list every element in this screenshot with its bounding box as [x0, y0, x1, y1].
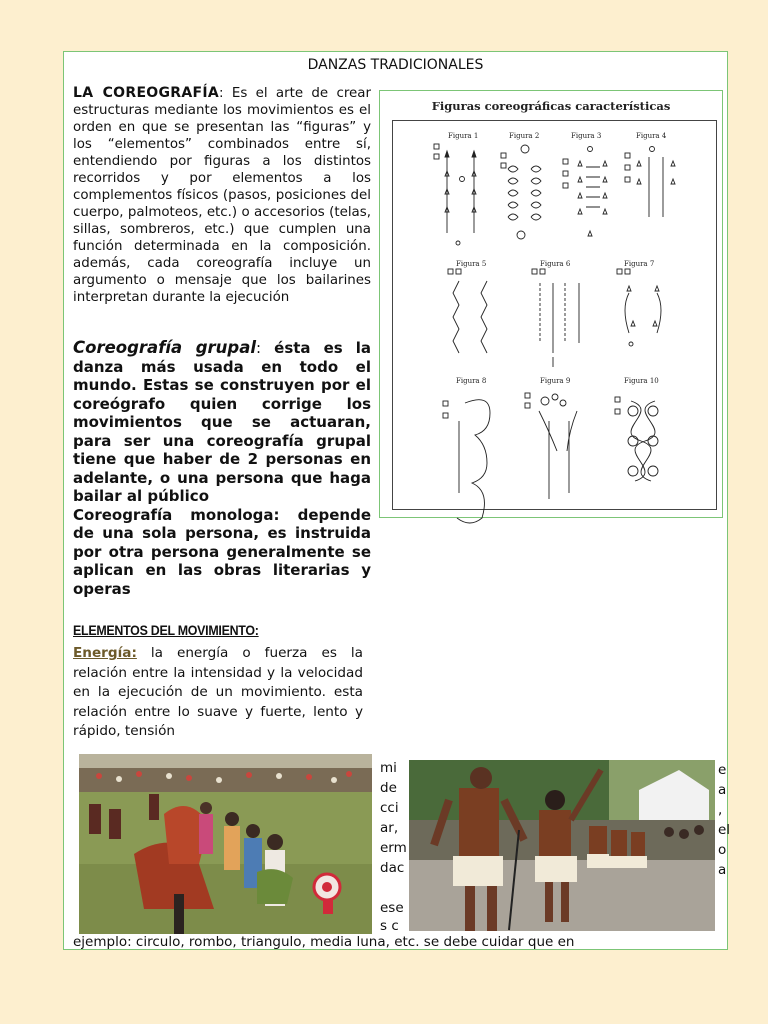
text-fragment: ,	[718, 802, 723, 818]
text-fragment: mi	[380, 760, 397, 776]
choreography-figures-box	[379, 90, 723, 518]
energia-paragraph	[73, 644, 363, 748]
fig-label-7: Figura 7	[624, 260, 655, 268]
fig-label-4: Figura 4	[636, 132, 667, 140]
text-fragment: a	[718, 862, 727, 878]
fig-label-6: Figura 6	[540, 260, 571, 268]
energia-label: Energía:	[73, 645, 137, 661]
page-title: DANZAS TRADICIONALES	[307, 57, 484, 73]
document-page	[63, 51, 731, 950]
monologa-paragraph: Coreografía monologa: depende de una sola persona, es instruida por otra persona generalmente se aplican en las obras literarias y operas	[73, 505, 371, 598]
coreografia-heading: LA COREOGRAFÍA	[73, 85, 220, 101]
figures-panel	[392, 120, 717, 510]
fig-label-9: Figura 9	[540, 377, 571, 385]
text-fragment: e	[718, 762, 727, 778]
figures-diagram	[393, 121, 716, 509]
grupal-body: ésta es la danza más usada en todo el mundo. Estas se construyen por el coreógrafo quien corrige los movimientos que se actuaran, para ser una coreografía grupal tiene que haber de 2 personas en adelante, o una persona que haga bailar al público	[73, 339, 371, 505]
text-fragment: cci	[380, 800, 399, 816]
text-fragment: el	[718, 822, 731, 838]
coreografia-body: Es el arte de crear estructuras mediante los movimientos es el orden en que se presentan las “figuras” y los “elementos” combinados entre sí, entendiendo por figuras a los distintos recorridos y por elementos a los complementos físicos (pasos, posiciones del cuerpo, palmoteos, etc.) o accesorios (telas, sillas, sombreros, etc.) que cumplen una función determinada en la composición. además, cada coreografía incluye un argumento o mensaje que los bailarines interpretan durante la ejecución	[73, 86, 371, 305]
grupal-paragraph: Coreografía grupal: ésta es la danza más usada en todo el mundo. Estas se construyen por el coreógrafo quien corrige los movimientos que se actuaran, para ser una coreografía grupal tiene que haber de 2 personas en adelante, o una persona que haga bailar al público Coreografía monologa: depende de una sola persona, es instruida por otra persona generalmente se aplican en las obras literarias y operas	[73, 338, 371, 598]
fig-label-10: Figura 10	[624, 377, 659, 385]
text-fragment: de	[380, 780, 397, 796]
fig-label-2: Figura 2	[509, 132, 540, 140]
text-fragment: o	[718, 842, 727, 858]
fig-label-1: Figura 1	[448, 132, 479, 140]
group-dance-photo	[79, 754, 372, 934]
figures-title: Figuras coreográficas características	[431, 99, 671, 113]
grupal-heading: Coreografía grupal	[73, 338, 257, 357]
fig-label-8: Figura 8	[456, 377, 487, 385]
bottom-text-line: ejemplo: circulo, rombo, triangulo, media luna, etc. se debe cuidar que en	[73, 934, 575, 950]
text-fragment: erm	[380, 840, 407, 856]
fig-label-3: Figura 3	[571, 132, 602, 140]
text-fragment: ar,	[380, 820, 399, 836]
text-fragment: ese	[380, 900, 404, 916]
text-fragment: s c	[380, 918, 399, 934]
coreografia-paragraph: LA COREOGRAFÍA: Es el arte de crear estructuras mediante los movimientos es el orden en que se presentan las “figuras” y los “elementos” combinados entre sí, entendiendo por figuras a los distintos recorridos y por elementos a los complementos físicos (pasos, posiciones del cuerpo, palmoteos, etc.) o accesorios (telas, sillas, sombreros, etc.) que cumplen una función determinada en la composición. además, cada coreografía incluye un argumento o mensaje que los bailarines interpretan durante la ejecución	[73, 85, 371, 305]
text-fragment: a	[718, 782, 727, 798]
energia-body: la energía o fuerza es la relación entre la intensidad y la velocidad en la ejecución de un movimiento. esta relación entre lo suave y fuerte, lento y rápido, tensión	[73, 645, 363, 739]
fig-label-5: Figura 5	[456, 260, 487, 268]
tribal-dance-photo	[409, 760, 715, 931]
text-fragment: dac	[380, 860, 405, 876]
elementos-heading: ELEMENTOS DEL MOVIMIENTO:	[73, 623, 259, 638]
